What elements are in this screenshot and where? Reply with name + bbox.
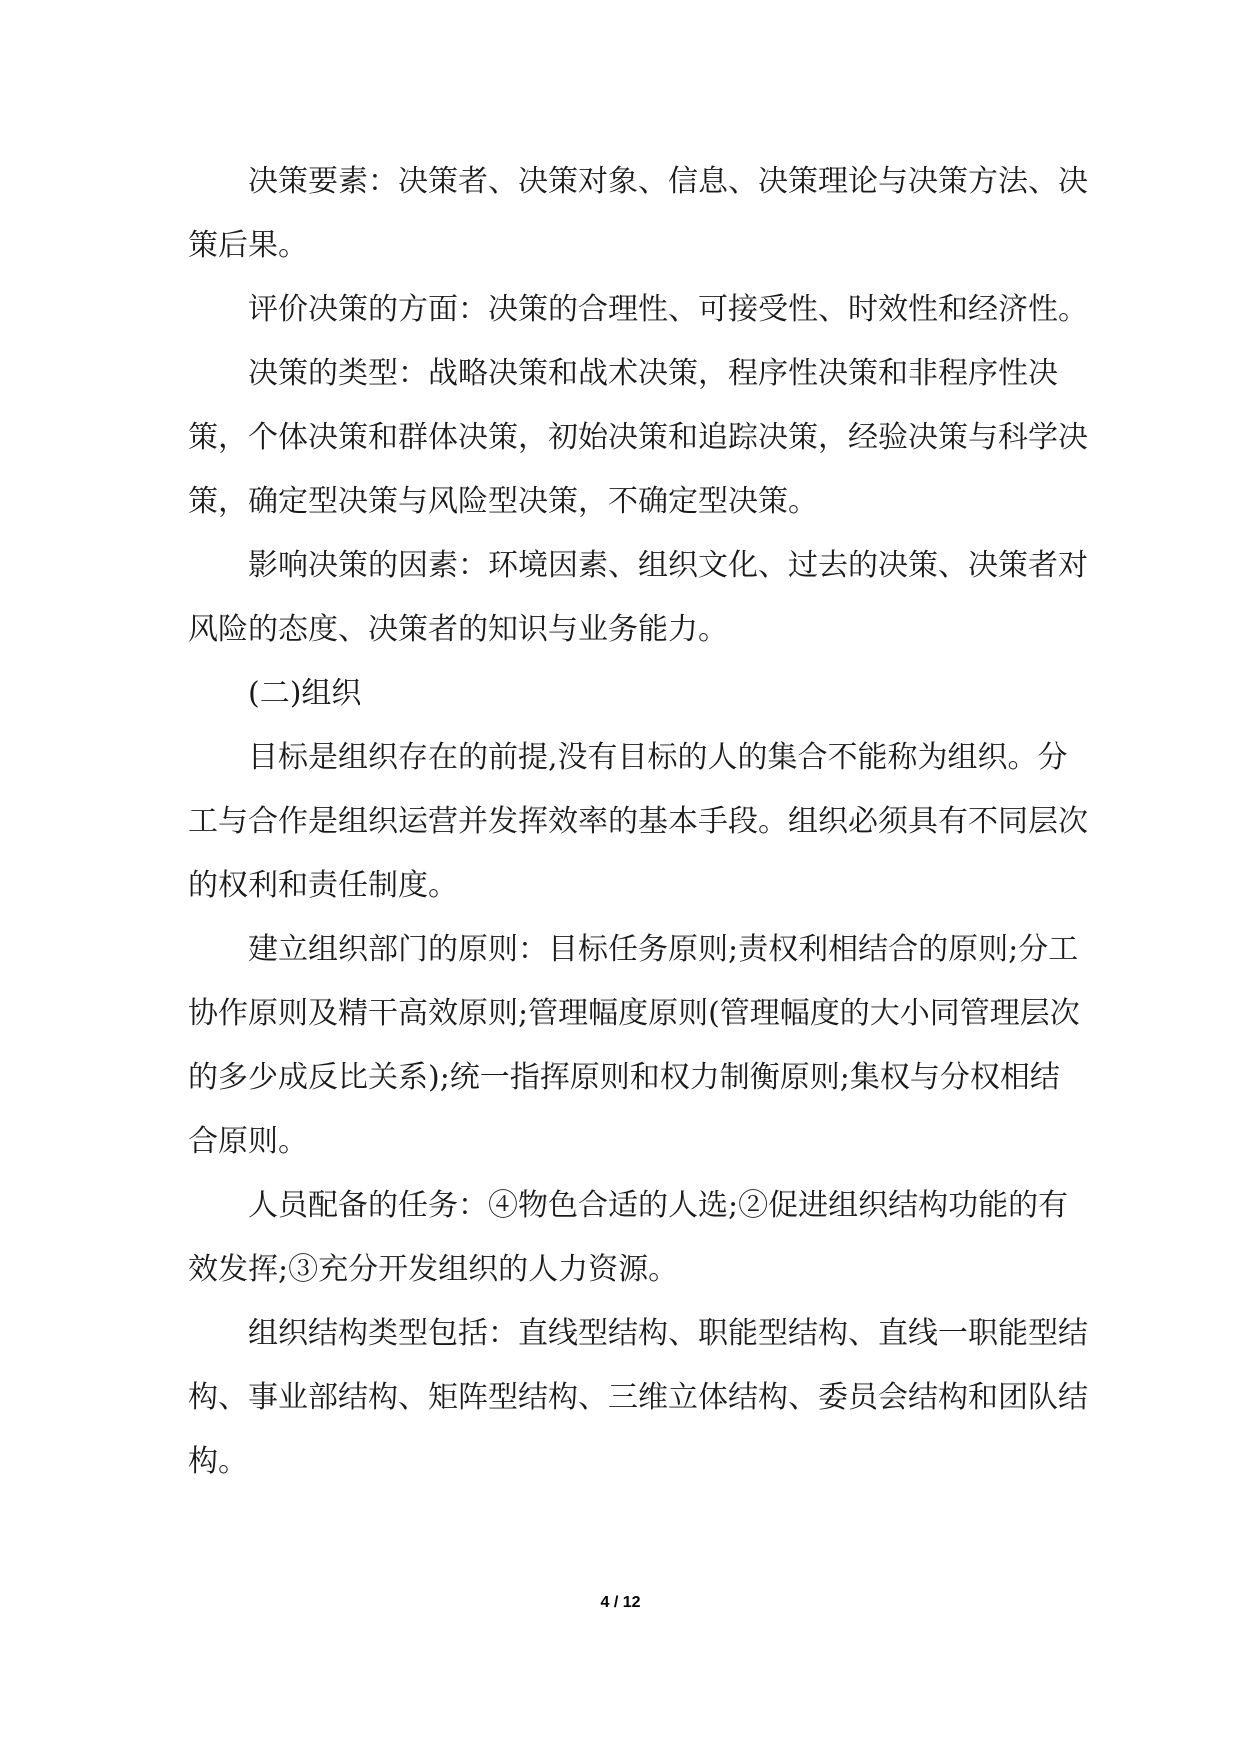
section-heading-organization: (二)组织	[248, 676, 362, 711]
document-body	[188, 150, 1088, 1494]
paragraph-structure-types: 组织结构类型包括：直线型结构、职能型结构、直线一职能型结构、事业部结构、矩阵型结构、三维立体结构、委员会结构和团队结构。	[188, 1316, 1088, 1479]
paragraph-department-principles: 建立组织部门的原则：目标任务原则;责权利相结合的原则;分工协作原则及精干高效原则;管理幅度原则(管理幅度的大小同管理层次的多少成反比关系);统一指挥原则和权力制衡原则;集权与分权相结合原则。	[188, 932, 1080, 1159]
paragraph-decision-factors: 影响决策的因素：环境因素、组织文化、过去的决策、决策者对风险的态度、决策者的知识与业务能力。	[188, 548, 1088, 647]
paragraph-staffing-tasks: 人员配备的任务：④物色合适的人选;②促进组织结构功能的有效发挥;③充分开发组织的人力资源。	[188, 1188, 1069, 1287]
paragraph-decision-elements: 决策要素：决策者、决策对象、信息、决策理论与决策方法、决策后果。	[188, 164, 1088, 263]
paragraph-decision-evaluation: 评价决策的方面：决策的合理性、可接受性、时效性和经济性。	[248, 292, 1088, 327]
paragraph-organization-goal: 目标是组织存在的前提,没有目标的人的集合不能称为组织。分工与合作是组织运营并发挥效率的基本手段。组织必须具有不同层次的权利和责任制度。	[188, 740, 1088, 903]
paragraph-decision-types: 决策的类型：战略决策和战术决策，程序性决策和非程序性决策，个体决策和群体决策，初始决策和追踪决策，经验决策与科学决策，确定型决策与风险型决策，不确定型决策。	[188, 356, 1088, 519]
page-number: 4 / 12	[600, 1594, 641, 1611]
